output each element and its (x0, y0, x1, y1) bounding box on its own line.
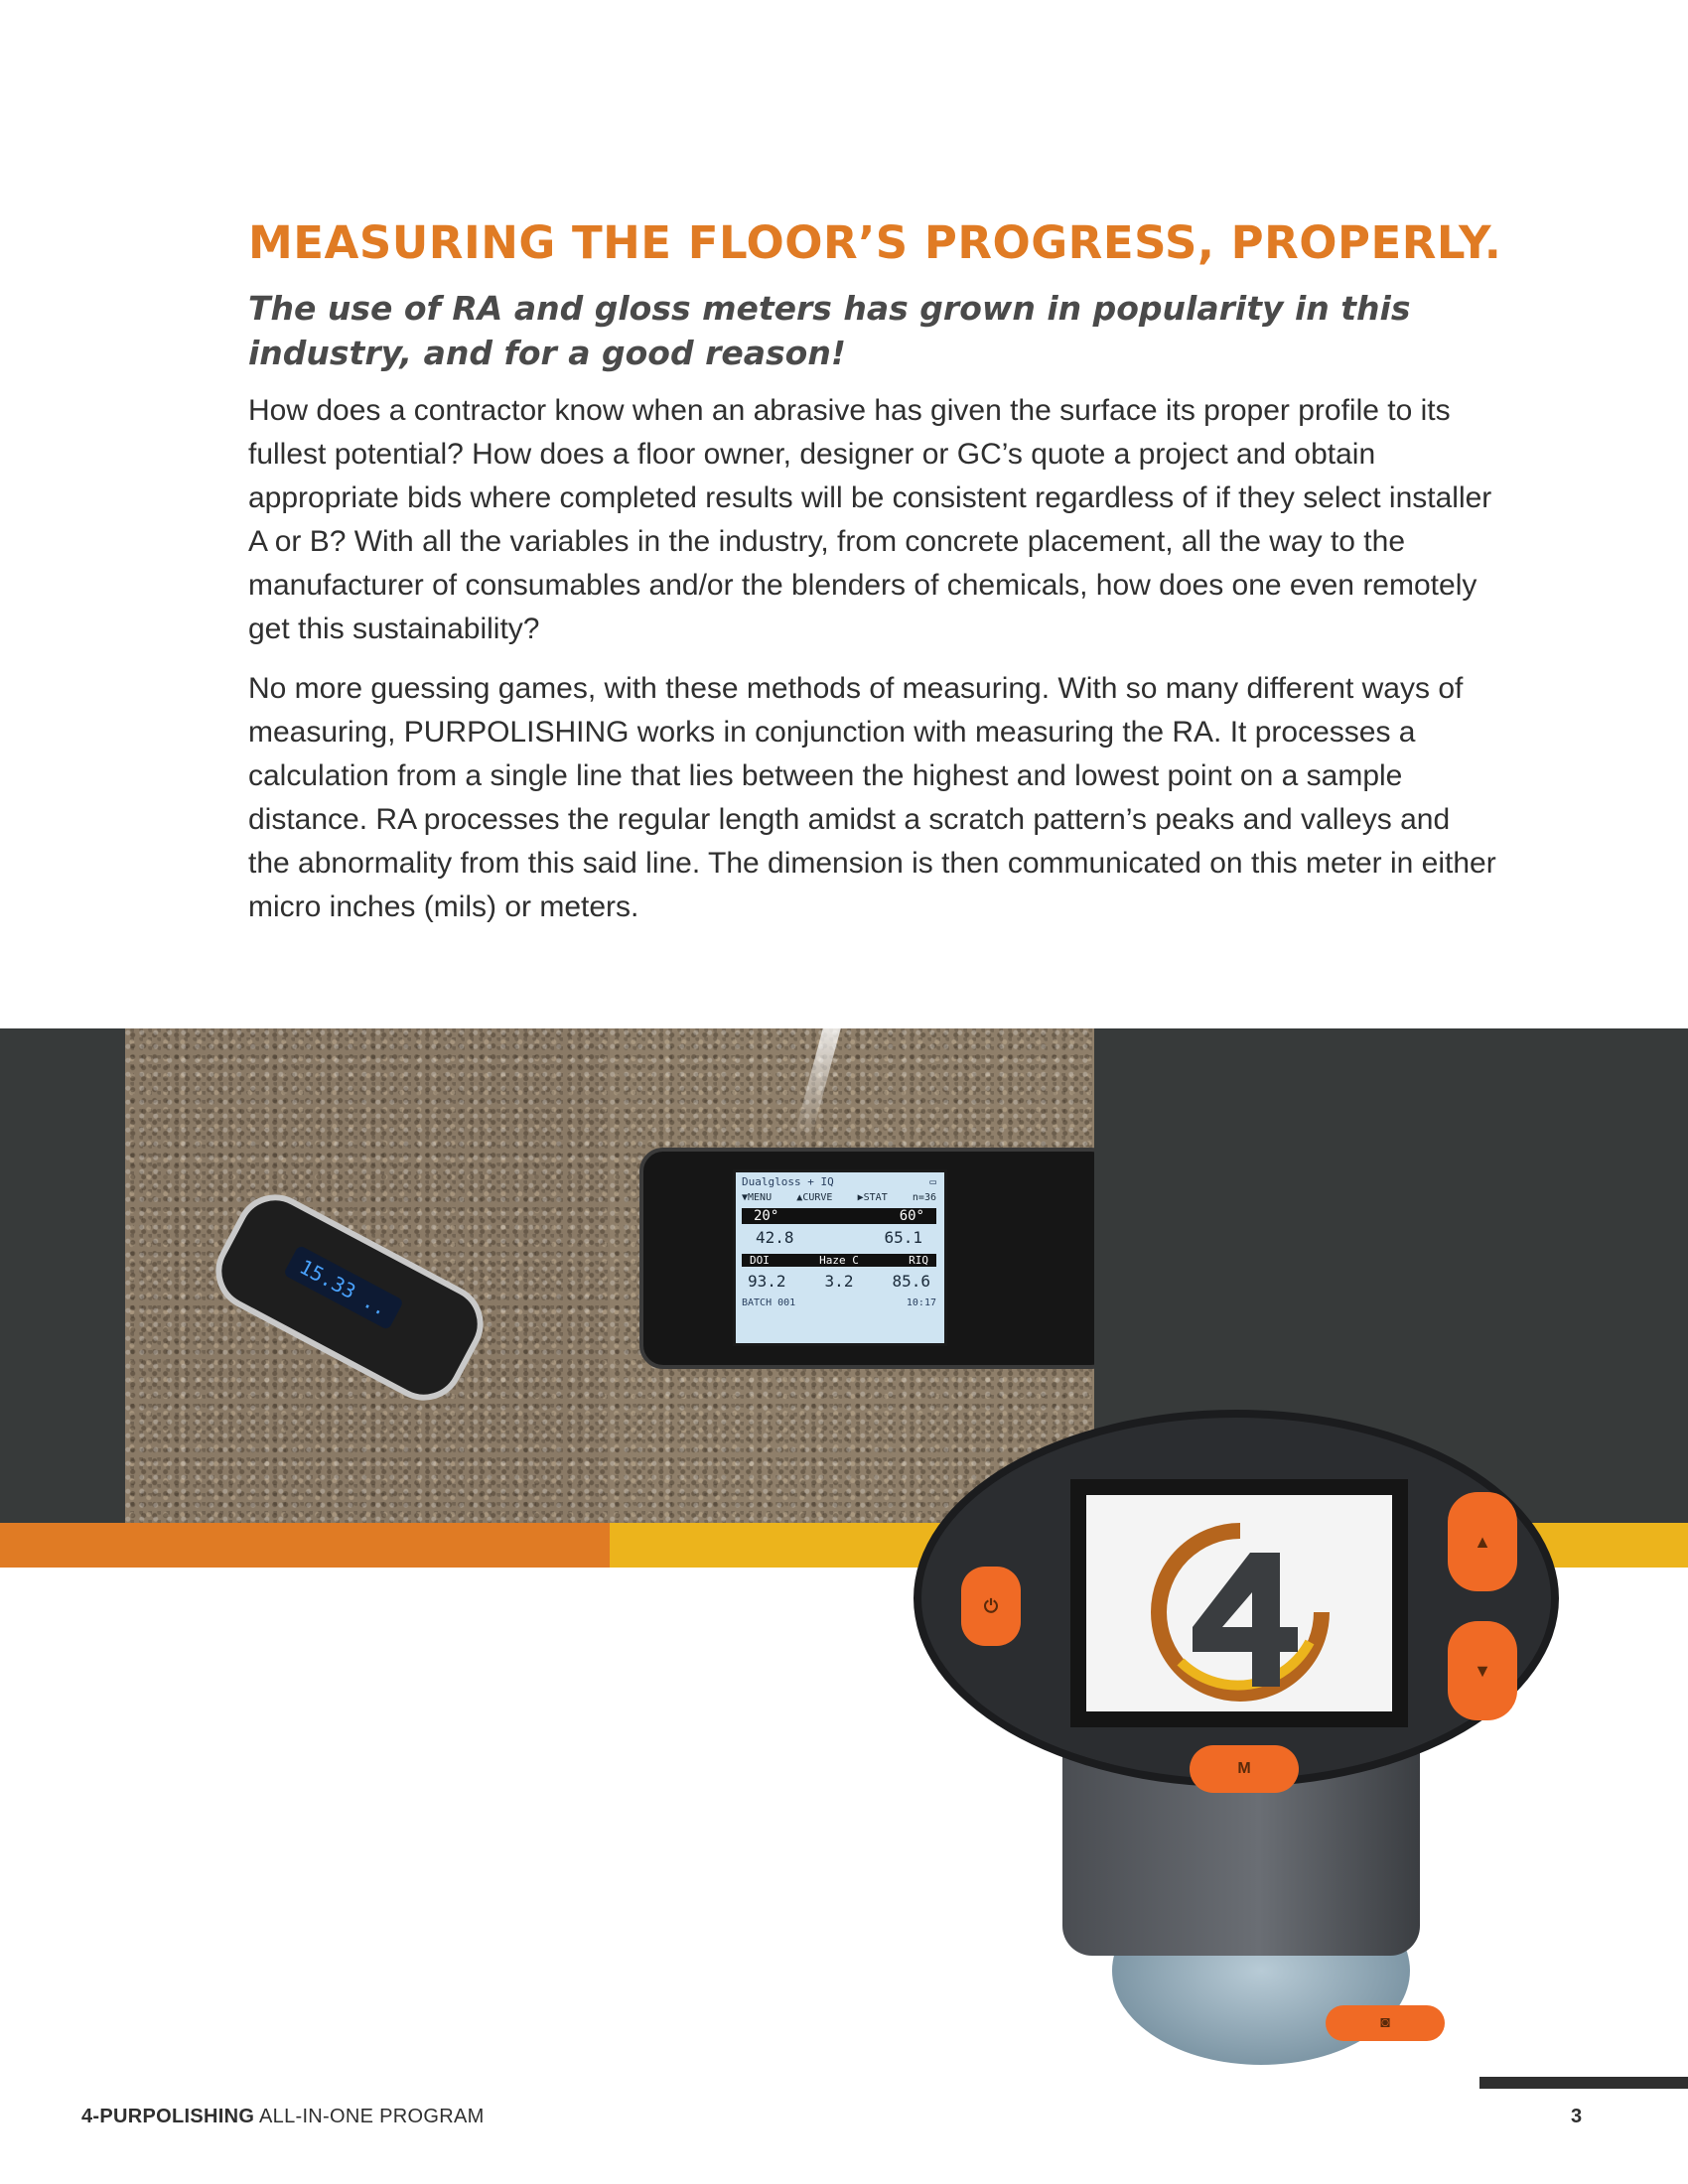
metric-header: Haze C (819, 1254, 859, 1267)
gloss-menu-item: ▲CURVE (796, 1192, 833, 1203)
gloss-menu-item: ▼MENU (742, 1192, 773, 1203)
ra-meter-device (202, 1180, 496, 1414)
gloss-angle-header-row (742, 1208, 936, 1224)
body-text (248, 389, 1499, 945)
footer-title (81, 2106, 485, 2128)
up-arrow-icon: ▲ (1448, 1492, 1517, 1591)
floor-glare (793, 1028, 840, 1138)
ra-meter-display: 15.33 .. (283, 1245, 404, 1330)
gloss-time: 10:17 (906, 1297, 936, 1308)
gloss-metric-value-row (742, 1272, 936, 1291)
digital-microscope-photo (914, 1410, 1559, 2085)
page-number: 3 (1571, 2106, 1583, 2127)
ra-meter-photo (125, 1028, 610, 1523)
mode-button: M (1190, 1745, 1299, 1793)
page-heading: MEASURING THE FLOOR’S PROGRESS, PROPERLY. (248, 216, 1502, 269)
gloss-metric-header-row (742, 1254, 936, 1267)
camera-button: ◙ (1326, 2005, 1445, 2041)
angle-value: 65.1 (884, 1228, 922, 1247)
metric-value: 3.2 (824, 1272, 854, 1291)
orange-stripe (0, 1523, 610, 1568)
metric-value: 85.6 (892, 1272, 930, 1291)
paragraph-1: How does a contractor know when an abrasive has given the surface its proper profile to its fullest potential? How does a floor owner, designer or GC’s quote a project and obtain appropriate bids where completed results will be consistent regardless of if they select installer A or B? With all the variables in the industry, from concrete placement, all the way to the manufacturer of consumables and/or the blenders of chemicals, how does one even remotely get this sustainability? (248, 394, 1492, 645)
power-icon: ⏻ (961, 1567, 1021, 1646)
purpolishing-logo-icon (1141, 1513, 1339, 1711)
battery-icon: ▭ (929, 1175, 936, 1188)
page-subheading: The use of RA and gloss meters has grown in popularity in this industry, and for a good reason! (248, 289, 1411, 372)
microscope-head (914, 1410, 1559, 1787)
gloss-batch: BATCH 001 (742, 1297, 796, 1308)
footer-program: ALL-IN-ONE PROGRAM (259, 2106, 485, 2127)
gloss-title: Dualgloss + IQ (742, 1175, 834, 1188)
metric-header: RIQ (909, 1254, 928, 1267)
microscope-screen (1070, 1479, 1408, 1727)
gloss-title-row (742, 1175, 936, 1188)
angle-header: 60° (899, 1208, 924, 1224)
footer-rule (1479, 2077, 1688, 2089)
metric-header: DOI (750, 1254, 770, 1267)
footer-brand: 4-PURPOLISHING (81, 2106, 255, 2127)
gloss-meter-device (639, 1148, 1094, 1369)
gloss-menu-row (742, 1192, 936, 1203)
paragraph-2: No more guessing games, with these methods of measuring. With so many different ways of measuring, PURPOLISHING works in conjunction with measuring the RA. It processes a calculation from a single line that lies between the highest and lowest point on a sample distance. RA processes the regular length amidst a scratch pattern’s peaks and valleys and the abnormality from this said line. The dimension is then communicated on this meter in either micro inches (mils) or meters. (248, 672, 1496, 923)
gloss-meter-screen (733, 1169, 947, 1346)
metric-value: 93.2 (748, 1272, 786, 1291)
gloss-angle-value-row (742, 1228, 936, 1247)
gloss-sample-count: n=36 (912, 1192, 936, 1203)
angle-value: 42.8 (756, 1228, 794, 1247)
down-arrow-icon: ▼ (1448, 1621, 1517, 1720)
gloss-menu-item: ▶STAT (857, 1192, 888, 1203)
gloss-footer-row (742, 1297, 936, 1308)
angle-header: 20° (754, 1208, 779, 1224)
